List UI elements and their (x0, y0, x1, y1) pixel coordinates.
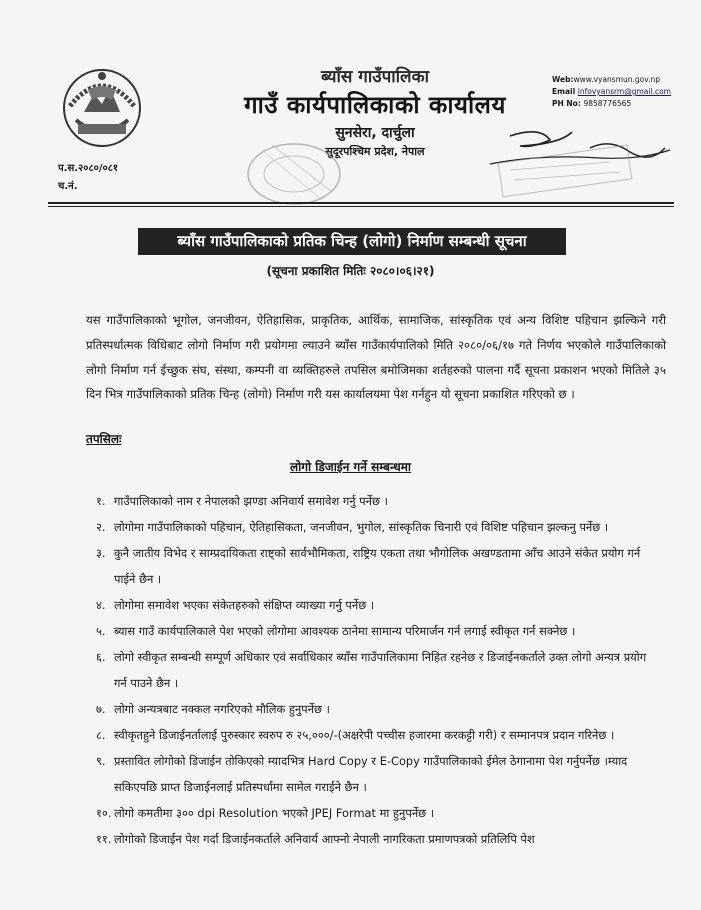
notice-paragraph: यस गाउँपालिकाको भूगोल, जनजीवन, ऐतिहासिक, प्राकृतिक, आर्थिक, सामाजिक, सांस्कृतिक एवं अन्य विशिष्ट पहिचान झल्किने गरी प्रतिस्पर्धात्मक विधिबाट लोगो निर्माण गरी प्रयोगमा ल्याउने ब्याँस गाउँकार्यपालिको मिति २०८०/०६/१७ गते निर्णय भएकोले गाउँपालिकाको लोगो निर्माण गर्न ईच्छुक संघ, संस्था, कम्पनी वा व्यक्तिहरुले तपसिल बमोजिमका शर्तहरुको पालना गर्दै सूचना प्रकाशन भएको मितिले ३५ दिन भित्र गाउँपालिकाको प्रतिक चिन्ह (लोगो) निर्माण गरी यस कार्यालयमा पेश गर्नहुन यो सूचना प्रकाशित गरिएको छ । (86, 313, 666, 402)
list-item-number: ८. (96, 728, 106, 742)
list-item (96, 800, 656, 826)
section-subtitle: लोगो डिजाईन गर्ने सम्बन्धमा (289, 460, 411, 474)
list-item-text: ब्यास गाउँ कार्यपालिकाले पेश भएको लोगोमा आवश्यक ठानेमा सामान्य परिमार्जन गर्न लगाई स्वीकृत गर्न सक्नेछ । (114, 624, 576, 638)
list-item (96, 826, 656, 852)
nepal-emblem-icon (56, 60, 148, 152)
web-label: Web: (552, 75, 574, 84)
web-value: www.vyansmun.gov.np (573, 75, 661, 84)
signature-icon (480, 118, 680, 198)
list-item-text: प्रस्तावित लोगोको डिजाईन तोकिएको म्यादभित्र Hard Copy र E-Copy गाउँपालिकाको ईमेल ठेगानामा पेश गर्नुपर्नेछ ।म्याद सकिएपछि प्राप्त डिजाईनलाई प्रतिस्पर्धामा सामेल गराईने छैन । (114, 754, 628, 794)
section-label: तपसिलः (86, 432, 122, 446)
office-name: गाउँ कार्यपालिकाको कार्यालय (244, 91, 506, 119)
list-item-number: १. (96, 494, 106, 508)
header-divider (48, 202, 674, 204)
phone-label: PH No: (552, 99, 581, 108)
list-item (96, 644, 656, 696)
contact-block (552, 74, 671, 110)
email-label: Email (552, 87, 576, 96)
municipality-name: ब्याँस गाउँपालिका (320, 67, 430, 87)
list-item-text: गाउँपालिकाको नाम र नेपालको झण्डा अनिवार्य समावेश गर्नु पर्नेछ । (114, 494, 388, 508)
list-item-number: ५. (96, 624, 106, 638)
list-item-number: ४. (96, 598, 106, 612)
list-item (96, 514, 656, 540)
list-item-text: लोगो कमतीमा ३०० dpi Resolution भएको JPEJ Format मा हुनुपर्नेछ । (114, 806, 435, 820)
terms-list (96, 488, 656, 852)
list-item-text: लोगो अन्यत्रबाट नक्कल नगरिएको मौलिक हुनुपर्नेछ । (114, 702, 330, 716)
office-location: सुनसेरा, दार्चुला (335, 125, 415, 141)
email-value: infovyansrm@gmail.com (577, 87, 671, 96)
header-divider-thin (48, 206, 674, 207)
list-item-number: ३. (96, 546, 106, 560)
province-name: सुदूरपश्चिम प्रदेश, नेपाल (325, 145, 425, 158)
publication-date: (सूचना प्रकाशित मितिः २०८०।०६।२१) (266, 264, 435, 278)
list-item-text: कुनै जातीय विभेद र साम्प्रदायिकता राष्ट्को सार्वभौमिकता, राष्ट्रिय एकता तथा भौगोलिक अखण्डतामा आँच आउने संकेत प्रयोग गर्न पाईने छैन । (114, 546, 641, 586)
list-item-text: लोगोमा समावेश भएका संकेतहरुको संक्षिप्त व्याख्या गर्नु पर्नेछ । (114, 598, 375, 612)
phone-value: 9858776565 (583, 99, 632, 108)
list-item-number: २. (96, 520, 106, 534)
list-item-number: ७. (96, 702, 106, 716)
list-item (96, 696, 656, 722)
list-item-text: लोगोमा गाउँपालिकाको पहिचान, ऐतिहासिकता, जनजीवन, भुगोल, सांस्कृतिक चिनारी एवं विशिष्ट पहिचान झल्कनु पर्नेछ । (114, 520, 609, 534)
list-item-text: लोगोको डिजाईन पेश गर्दा डिजाईनकर्ताले अनिवार्य आफ्नो नेपाली नागरिकता प्रमाणपत्रको प्रतिलिपि पेश (114, 832, 535, 846)
reference-number: प.स.२०८०/०८१ (58, 163, 119, 174)
list-item (96, 488, 656, 514)
list-item (96, 592, 656, 618)
list-item-text: लोगो स्वीकृत सम्बन्धी सम्पूर्ण अधिकार एवं सर्वाधिकार ब्याँस गाउँपालिकामा निहित रहनेछ र डिजाईनकर्ताले उक्त लोगो अन्यत्र प्रयोग गर्न पाउने छैन । (114, 650, 647, 690)
office-seal-icon (232, 130, 352, 208)
list-item-number: ९. (96, 754, 106, 768)
list-item (96, 722, 656, 748)
dispatch-number: च.नं. (58, 181, 78, 192)
list-item-number: ६. (96, 650, 106, 664)
list-item-number: १०. (96, 806, 112, 820)
list-item-number: ११. (96, 832, 112, 846)
list-item (96, 540, 656, 592)
list-item (96, 618, 656, 644)
list-item (96, 748, 656, 800)
notice-title: ब्याँस गाउँपालिकाको प्रतिक चिन्ह (लोगो) निर्माण सम्बन्धी सूचना (138, 228, 566, 255)
list-item-text: स्वीकृतहुने डिजाईनर्तालाई पुरुस्कार स्वरुप रु २५,०००/-(अक्षरेपी पच्चीस हजारमा करकट्टी गरी) र सम्मानपत्र प्रदान गरिनेछ । (114, 728, 615, 742)
